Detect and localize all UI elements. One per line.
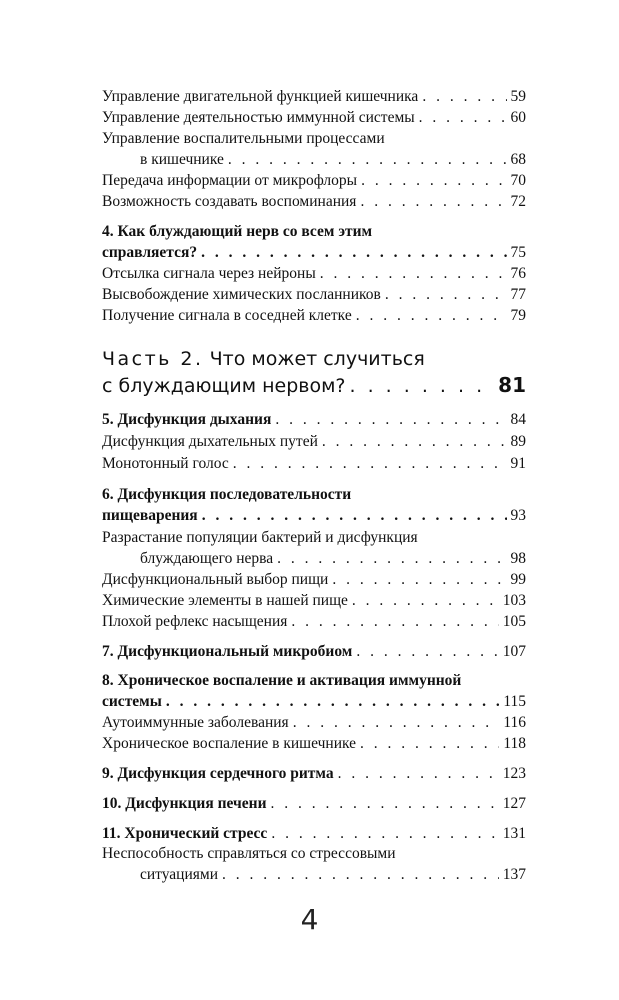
- dot-leader: [201, 242, 506, 263]
- toc-chapter-entry: [102, 793, 526, 814]
- entry-page: 103: [502, 592, 526, 609]
- part-title-continuation: с блуждающим нервом?: [102, 375, 346, 397]
- toc-entry: [102, 86, 526, 107]
- dot-leader: [419, 107, 507, 128]
- dot-leader: [356, 305, 507, 326]
- dot-leader: [320, 263, 507, 284]
- toc-chapter-entry: [102, 409, 526, 430]
- toc-entry: [102, 263, 526, 284]
- entry-title-continuation: ситуациями: [140, 866, 218, 883]
- toc-entry: [102, 590, 526, 611]
- entry-title: Дисфункция дыхательных путей: [102, 433, 318, 450]
- entry-title-continuation: системы: [102, 693, 162, 710]
- dot-leader: [385, 284, 507, 305]
- entry-page: 60: [510, 109, 526, 126]
- entry-title: Отсылка сигнала через нейроны: [102, 265, 316, 282]
- entry-title: Дисфункциональный выбор пищи: [102, 571, 329, 588]
- entry-title-continuation: блуждающего нерва: [140, 550, 274, 567]
- dot-leader: [360, 733, 499, 754]
- toc-entry: [102, 733, 526, 754]
- entry-title: Монотонный голос: [102, 455, 229, 472]
- dot-leader: [356, 641, 498, 662]
- entry-page: 89: [510, 433, 526, 450]
- entry-title: Управление деятельностью иммунной системы: [102, 109, 415, 126]
- entry-title: Плохой рефлекс насыщения: [102, 613, 288, 630]
- entry-page: 98: [510, 550, 526, 567]
- entry-title: Неспособность справляться со стрессовыми: [102, 845, 396, 862]
- toc-entry: [102, 712, 526, 733]
- toc-entry: [102, 431, 526, 452]
- dot-leader: [293, 712, 500, 733]
- dot-leader: [360, 191, 506, 212]
- dot-leader: [271, 793, 499, 814]
- toc-chapter-entry: [102, 763, 526, 784]
- entry-page: 77: [510, 286, 526, 303]
- part-title: Что может случиться: [209, 348, 425, 370]
- entry-page: 123: [502, 765, 526, 782]
- entry-page: 68: [510, 151, 526, 168]
- part-heading: [102, 346, 526, 399]
- entry-page: 84: [510, 411, 526, 428]
- toc-entry: [102, 284, 526, 305]
- toc-entry: [102, 843, 526, 885]
- entry-title: 6. Дисфункция последовательности: [102, 486, 352, 503]
- dot-leader: [350, 373, 495, 399]
- entry-title: 7. Дисфункциональный микробиом: [102, 643, 353, 660]
- dot-leader: [352, 590, 499, 611]
- entry-page: 75: [510, 244, 526, 261]
- entry-page: 118: [503, 735, 526, 752]
- entry-title-continuation: в кишечнике: [140, 151, 224, 168]
- entry-page: 116: [503, 714, 526, 731]
- entry-page: 131: [502, 825, 526, 842]
- dot-leader: [332, 569, 506, 590]
- dot-leader: [361, 170, 506, 191]
- entry-title: 9. Дисфункция сердечного ритма: [102, 765, 334, 782]
- entry-title: 10. Дисфункция печени: [102, 795, 267, 812]
- toc-entry: [102, 128, 526, 170]
- dot-leader: [277, 548, 506, 569]
- entry-title: 8. Хроническое воспаление и активация иммунной: [102, 672, 462, 689]
- entry-title: Получение сигнала в соседней клетке: [102, 307, 352, 324]
- dot-leader: [275, 409, 506, 430]
- toc-chapter-entry: [102, 641, 526, 662]
- entry-page: 79: [510, 307, 526, 324]
- toc-entry: [102, 191, 526, 212]
- dot-leader: [422, 86, 506, 107]
- entry-page: 127: [502, 795, 526, 812]
- entry-title-continuation: справляется?: [102, 244, 198, 261]
- toc-entry: [102, 527, 526, 569]
- entry-title: 5. Дисфункция дыхания: [102, 411, 272, 428]
- toc-chapter-entry: [102, 670, 526, 712]
- entry-page: 76: [510, 265, 526, 282]
- toc-entry: [102, 305, 526, 326]
- entry-page: 59: [510, 88, 526, 105]
- dot-leader: [202, 505, 507, 526]
- entry-title: Хроническое воспаление в кишечнике: [102, 735, 357, 752]
- entry-page: 91: [510, 455, 526, 472]
- dot-leader: [228, 149, 507, 170]
- page-number: 4: [300, 903, 319, 936]
- entry-title: Возможность создавать воспоминания: [102, 193, 357, 210]
- entry-page: 70: [510, 172, 526, 189]
- part-page: 81: [498, 373, 526, 397]
- dot-leader: [222, 864, 499, 885]
- toc-entry: [102, 453, 526, 474]
- entry-page: 105: [502, 613, 526, 630]
- part-label: Часть 2.: [102, 348, 204, 370]
- dot-leader: [322, 431, 507, 452]
- entry-title: Аутоиммунные заболевания: [102, 714, 289, 731]
- entry-page: 137: [502, 866, 526, 883]
- entry-page: 72: [510, 193, 526, 210]
- dot-leader: [166, 691, 499, 712]
- toc-entry: [102, 107, 526, 128]
- entry-title-continuation: пищеварения: [102, 507, 198, 524]
- entry-page: 99: [510, 571, 526, 588]
- toc-chapter-entry: [102, 221, 526, 263]
- dot-leader: [338, 763, 499, 784]
- dot-leader: [233, 453, 507, 474]
- toc-entry: [102, 569, 526, 590]
- entry-title: 4. Как блуждающий нерв со всем этим: [102, 223, 373, 240]
- toc-entry: [102, 170, 526, 191]
- entry-title: Управление воспалительными процессами: [102, 130, 385, 147]
- entry-page: 93: [510, 507, 526, 524]
- toc-chapter-entry: [102, 823, 526, 844]
- dot-leader: [291, 611, 498, 632]
- entry-title: Высвобождение химических посланников: [102, 286, 381, 303]
- toc-chapter-entry: [102, 484, 526, 526]
- entry-title: Передача информации от микрофлоры: [102, 172, 358, 189]
- entry-title: Разрастание популяции бактерий и дисфункция: [102, 529, 418, 546]
- entry-title: 11. Хронический стресс: [102, 825, 268, 842]
- toc-entry: [102, 611, 526, 632]
- entry-title: Управление двигательной функцией кишечника: [102, 88, 419, 105]
- entry-title: Химические элементы в нашей пище: [102, 592, 348, 609]
- entry-page: 115: [503, 693, 526, 710]
- entry-page: 107: [502, 643, 526, 660]
- dot-leader: [271, 823, 498, 844]
